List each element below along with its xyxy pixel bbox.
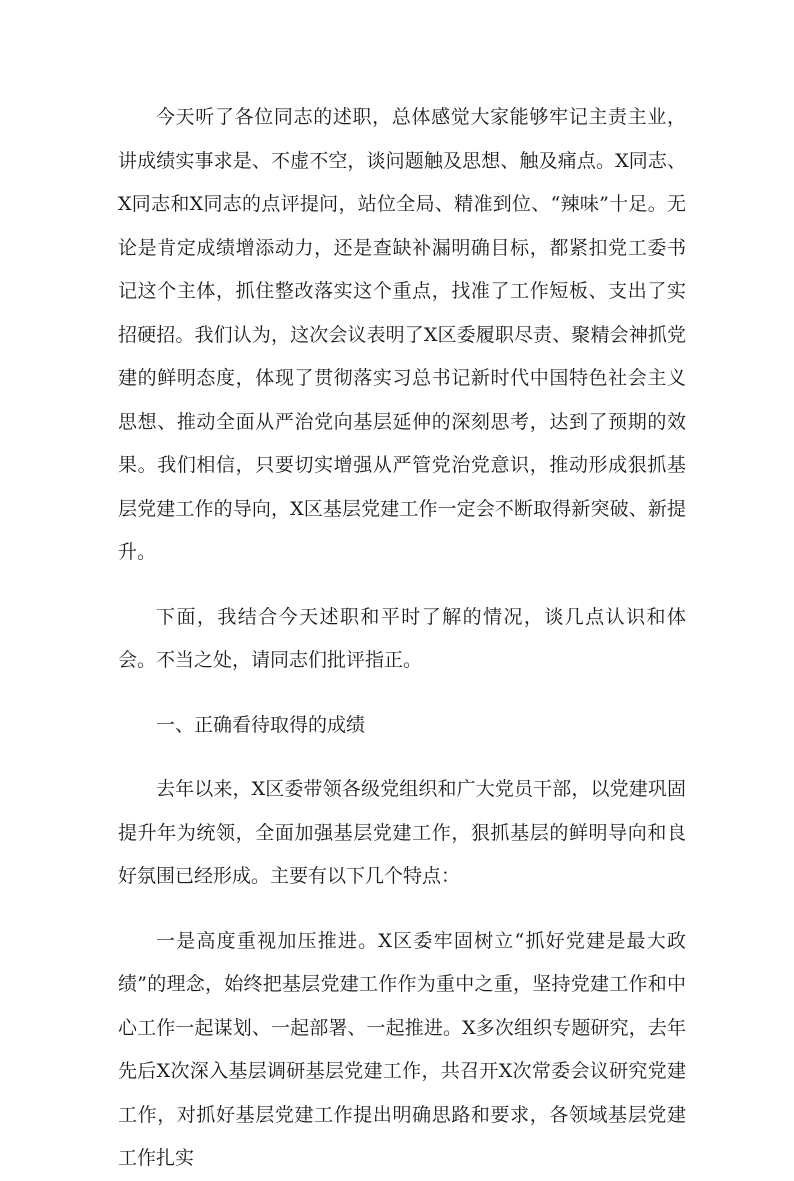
paragraph-achievements-overview: 去年以来，X区委带领各级党组织和广大党员干部，以党建巩固提升年为统领，全面加强基层党建工作，狠抓基层的鲜明导向和良好氛围已经形成。主要有以下几个特点：	[118, 778, 686, 887]
section-heading-1: 一、正确看待取得的成绩	[156, 713, 366, 736]
paragraph-opening-remarks: 今天听了各位同志的述职，总体感觉大家能够牢记主责主业，讲成绩实事求是、不虚不空，谈问题触及思想、触及痛点。X同志、X同志和X同志的点评提问，站位全局、精准到位、“辣味”十足。无论是肯定成绩增添动力，还是查缺补漏明确目标，都紧扣党工委书记这个主体，抓住整改落实这个重点，找准了工作短板、支出了实招硬招。我们认为，这次会议表明了X区委履职尽责、聚精会神抓党建的鲜明态度，体现了贯彻落实习总书记新时代中国特色社会主义思想、推动全面从严治党向基层延伸的深刻思考，达到了预期的效果。我们相信，只要切实增强从严管党治党意识，推动形成狠抓基层党建工作的导向，X区基层党建工作一定会不断取得新突破、新提升。	[118, 106, 686, 563]
document-body	[118, 96, 686, 1181]
paragraph-introduction: 下面，我结合今天述职和平时了解的情况，谈几点认识和体会。不当之处，请同志们批评指正。	[118, 605, 686, 671]
paragraph-feature-one: 一是高度重视加压推进。X区委牢固树立“抓好党建是最大政绩”的理念，始终把基层党建工作作为重中之重，坚持党建工作和中心工作一起谋划、一起部署、一起推进。X多次组织专题研究，去年先后X次深入基层调研基层党建工作，共召开X次常委会议研究党建工作，对抓好基层党建工作提出明确思路和要求，各领域基层党建工作扎实	[118, 929, 686, 1169]
